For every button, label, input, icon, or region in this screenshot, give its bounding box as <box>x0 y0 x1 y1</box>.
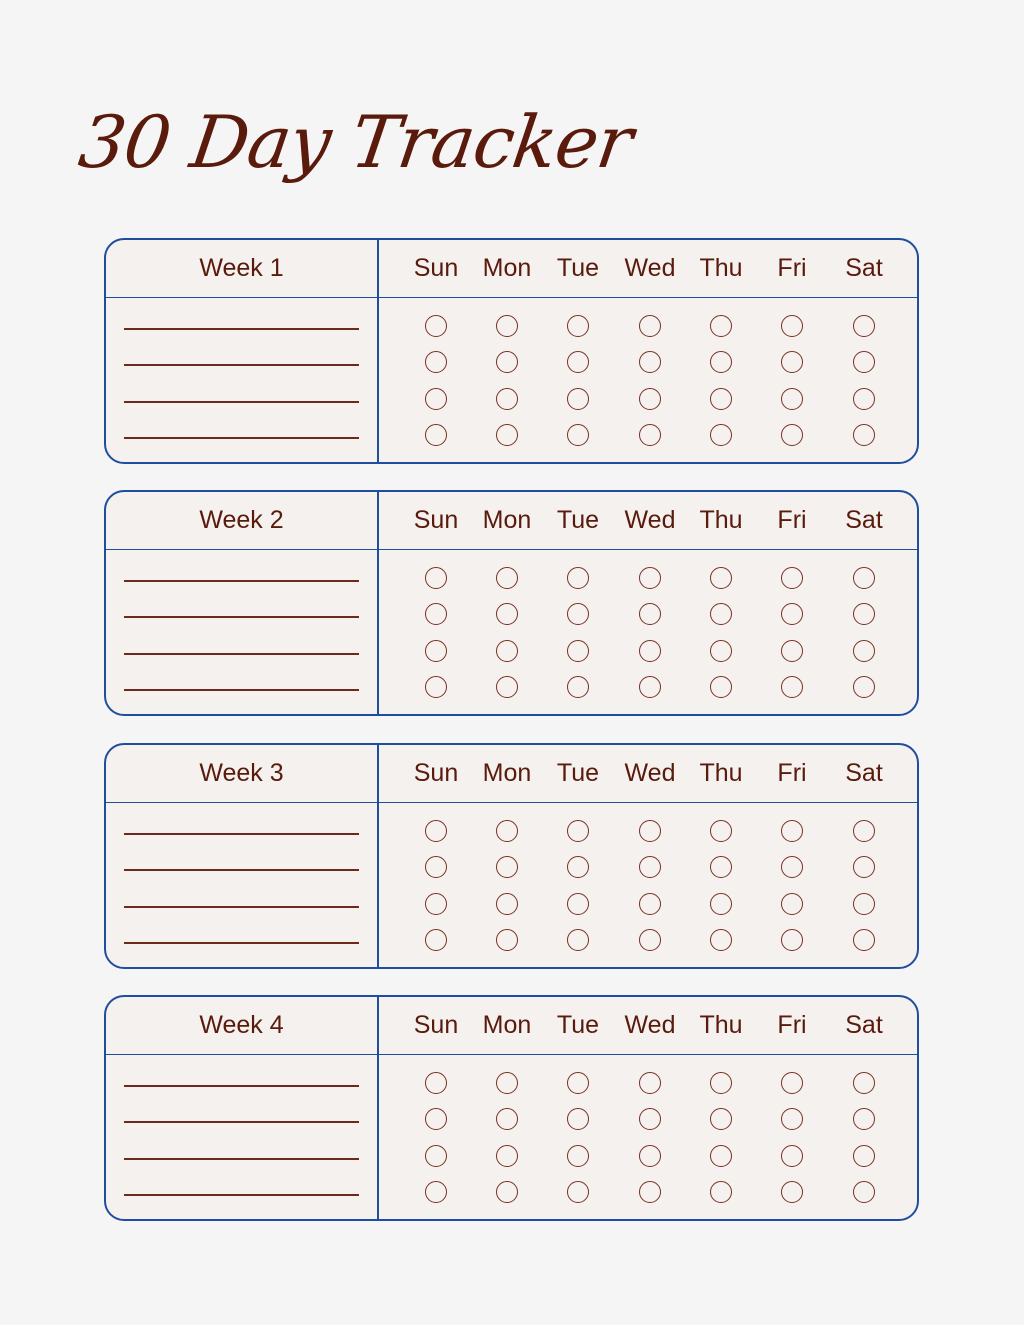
check-circle-fri[interactable] <box>781 893 803 915</box>
check-circle-thu[interactable] <box>710 1072 732 1094</box>
check-circle-tue[interactable] <box>567 856 589 878</box>
check-circle-sat[interactable] <box>853 820 875 842</box>
check-circle-tue[interactable] <box>567 820 589 842</box>
day-label-sun: Sun <box>413 506 459 534</box>
check-circle-sun[interactable] <box>425 424 447 446</box>
check-circle-mon[interactable] <box>496 424 518 446</box>
check-circle-thu[interactable] <box>710 820 732 842</box>
check-circle-wed[interactable] <box>639 820 661 842</box>
day-label-tue: Tue <box>556 506 600 534</box>
check-circle-wed[interactable] <box>639 567 661 589</box>
check-circle-wed[interactable] <box>639 893 661 915</box>
check-circle-wed[interactable] <box>639 1145 661 1167</box>
check-circle-sun[interactable] <box>425 1072 447 1094</box>
check-circle-fri[interactable] <box>781 388 803 410</box>
check-circle-wed[interactable] <box>639 603 661 625</box>
day-label-sat: Sat <box>845 759 883 787</box>
check-circle-wed[interactable] <box>639 1072 661 1094</box>
check-circle-sun[interactable] <box>425 315 447 337</box>
check-circle-thu[interactable] <box>710 351 732 373</box>
check-circle-wed[interactable] <box>639 1108 661 1130</box>
day-label-tue: Tue <box>556 759 600 787</box>
week-label: Week 3 <box>199 759 284 787</box>
check-circle-fri[interactable] <box>781 640 803 662</box>
check-circle-sun[interactable] <box>425 820 447 842</box>
check-circle-fri[interactable] <box>781 603 803 625</box>
check-circle-tue[interactable] <box>567 1108 589 1130</box>
week-card-1 <box>104 238 919 464</box>
day-label-mon: Mon <box>482 254 532 282</box>
week-label: Week 4 <box>199 1011 284 1039</box>
check-circle-thu[interactable] <box>710 893 732 915</box>
week-card-4 <box>104 995 919 1221</box>
check-circle-tue[interactable] <box>567 929 589 951</box>
check-circle-thu[interactable] <box>710 388 732 410</box>
check-circle-wed[interactable] <box>639 640 661 662</box>
check-circle-mon[interactable] <box>496 676 518 698</box>
check-circle-wed[interactable] <box>639 315 661 337</box>
check-circle-mon[interactable] <box>496 1145 518 1167</box>
check-circle-sat[interactable] <box>853 929 875 951</box>
check-circle-mon[interactable] <box>496 315 518 337</box>
check-circle-sun[interactable] <box>425 856 447 878</box>
check-circle-thu[interactable] <box>710 315 732 337</box>
habit-write-line[interactable] <box>124 437 359 439</box>
habit-write-line[interactable] <box>124 942 359 944</box>
habit-write-line[interactable] <box>124 616 359 618</box>
check-circle-tue[interactable] <box>567 603 589 625</box>
day-label-thu: Thu <box>699 506 743 534</box>
check-circle-sat[interactable] <box>853 424 875 446</box>
check-circle-fri[interactable] <box>781 351 803 373</box>
check-circle-sat[interactable] <box>853 893 875 915</box>
check-circle-tue[interactable] <box>567 388 589 410</box>
check-circle-sun[interactable] <box>425 603 447 625</box>
check-circle-thu[interactable] <box>710 1181 732 1203</box>
day-label-mon: Mon <box>482 506 532 534</box>
habit-write-line[interactable] <box>124 833 359 835</box>
day-label-thu: Thu <box>699 254 743 282</box>
check-circle-sun[interactable] <box>425 567 447 589</box>
check-circle-sun[interactable] <box>425 893 447 915</box>
check-circle-mon[interactable] <box>496 1072 518 1094</box>
day-label-fri: Fri <box>777 1011 807 1039</box>
check-circle-tue[interactable] <box>567 1145 589 1167</box>
day-label-thu: Thu <box>699 759 743 787</box>
check-circle-wed[interactable] <box>639 351 661 373</box>
day-label-tue: Tue <box>556 1011 600 1039</box>
check-circle-sat[interactable] <box>853 567 875 589</box>
check-circle-sat[interactable] <box>853 315 875 337</box>
check-circle-fri[interactable] <box>781 1181 803 1203</box>
check-circle-fri[interactable] <box>781 1108 803 1130</box>
habit-write-line[interactable] <box>124 401 359 403</box>
day-label-sat: Sat <box>845 506 883 534</box>
check-circle-tue[interactable] <box>567 351 589 373</box>
check-circle-thu[interactable] <box>710 640 732 662</box>
check-circle-sun[interactable] <box>425 1145 447 1167</box>
check-circle-fri[interactable] <box>781 856 803 878</box>
check-circle-thu[interactable] <box>710 856 732 878</box>
check-circle-sun[interactable] <box>425 929 447 951</box>
check-circle-sat[interactable] <box>853 1145 875 1167</box>
check-circle-fri[interactable] <box>781 820 803 842</box>
column-divider <box>377 240 379 462</box>
day-label-sun: Sun <box>413 1011 459 1039</box>
check-circle-mon[interactable] <box>496 1108 518 1130</box>
check-circle-mon[interactable] <box>496 1181 518 1203</box>
habit-write-line[interactable] <box>124 328 359 330</box>
day-label-fri: Fri <box>777 506 807 534</box>
check-circle-tue[interactable] <box>567 1181 589 1203</box>
check-circle-sun[interactable] <box>425 676 447 698</box>
check-circle-mon[interactable] <box>496 640 518 662</box>
check-circle-sat[interactable] <box>853 603 875 625</box>
check-circle-tue[interactable] <box>567 676 589 698</box>
check-circle-sun[interactable] <box>425 1181 447 1203</box>
habit-write-line[interactable] <box>124 580 359 582</box>
check-circle-fri[interactable] <box>781 1145 803 1167</box>
check-circle-mon[interactable] <box>496 567 518 589</box>
habit-write-line[interactable] <box>124 364 359 366</box>
check-circle-thu[interactable] <box>710 929 732 951</box>
check-circle-sat[interactable] <box>853 388 875 410</box>
check-circle-sun[interactable] <box>425 640 447 662</box>
check-circle-mon[interactable] <box>496 388 518 410</box>
check-circle-tue[interactable] <box>567 1072 589 1094</box>
day-label-wed: Wed <box>624 1011 676 1039</box>
day-label-tue: Tue <box>556 254 600 282</box>
day-label-mon: Mon <box>482 1011 532 1039</box>
column-divider <box>377 492 379 714</box>
check-circle-wed[interactable] <box>639 388 661 410</box>
check-circle-wed[interactable] <box>639 676 661 698</box>
check-circle-sat[interactable] <box>853 640 875 662</box>
check-circle-thu[interactable] <box>710 424 732 446</box>
check-circle-thu[interactable] <box>710 676 732 698</box>
habit-write-line[interactable] <box>124 1194 359 1196</box>
check-circle-mon[interactable] <box>496 351 518 373</box>
day-label-wed: Wed <box>624 759 676 787</box>
check-circle-fri[interactable] <box>781 1072 803 1094</box>
check-circle-sat[interactable] <box>853 1108 875 1130</box>
check-circle-wed[interactable] <box>639 929 661 951</box>
check-circle-tue[interactable] <box>567 315 589 337</box>
day-label-mon: Mon <box>482 759 532 787</box>
habit-write-line[interactable] <box>124 906 359 908</box>
check-circle-tue[interactable] <box>567 893 589 915</box>
day-label-sun: Sun <box>413 759 459 787</box>
check-circle-mon[interactable] <box>496 603 518 625</box>
check-circle-fri[interactable] <box>781 424 803 446</box>
check-circle-sun[interactable] <box>425 388 447 410</box>
day-label-sat: Sat <box>845 254 883 282</box>
check-circle-sat[interactable] <box>853 676 875 698</box>
week-label: Week 1 <box>199 254 284 282</box>
check-circle-tue[interactable] <box>567 567 589 589</box>
check-circle-mon[interactable] <box>496 856 518 878</box>
check-circle-fri[interactable] <box>781 929 803 951</box>
check-circle-fri[interactable] <box>781 676 803 698</box>
column-divider <box>377 997 379 1219</box>
check-circle-sun[interactable] <box>425 351 447 373</box>
day-label-thu: Thu <box>699 1011 743 1039</box>
check-circle-mon[interactable] <box>496 893 518 915</box>
habit-write-line[interactable] <box>124 653 359 655</box>
habit-write-line[interactable] <box>124 1158 359 1160</box>
check-circle-sun[interactable] <box>425 1108 447 1130</box>
check-circle-thu[interactable] <box>710 1108 732 1130</box>
check-circle-wed[interactable] <box>639 856 661 878</box>
check-circle-thu[interactable] <box>710 603 732 625</box>
check-circle-tue[interactable] <box>567 424 589 446</box>
check-circle-wed[interactable] <box>639 1181 661 1203</box>
day-label-fri: Fri <box>777 254 807 282</box>
habit-write-line[interactable] <box>124 869 359 871</box>
day-label-wed: Wed <box>624 506 676 534</box>
check-circle-sat[interactable] <box>853 351 875 373</box>
check-circle-mon[interactable] <box>496 929 518 951</box>
check-circle-fri[interactable] <box>781 567 803 589</box>
day-label-fri: Fri <box>777 759 807 787</box>
check-circle-thu[interactable] <box>710 567 732 589</box>
check-circle-fri[interactable] <box>781 315 803 337</box>
habit-write-line[interactable] <box>124 1121 359 1123</box>
day-label-sun: Sun <box>413 254 459 282</box>
page-title: 30 Day Tracker <box>74 100 637 184</box>
day-label-sat: Sat <box>845 1011 883 1039</box>
check-circle-sat[interactable] <box>853 856 875 878</box>
day-label-wed: Wed <box>624 254 676 282</box>
check-circle-sat[interactable] <box>853 1072 875 1094</box>
check-circle-sat[interactable] <box>853 1181 875 1203</box>
habit-write-line[interactable] <box>124 689 359 691</box>
column-divider <box>377 745 379 967</box>
check-circle-thu[interactable] <box>710 1145 732 1167</box>
week-card-2 <box>104 490 919 716</box>
check-circle-wed[interactable] <box>639 424 661 446</box>
week-label: Week 2 <box>199 506 284 534</box>
check-circle-tue[interactable] <box>567 640 589 662</box>
week-card-3 <box>104 743 919 969</box>
check-circle-mon[interactable] <box>496 820 518 842</box>
habit-write-line[interactable] <box>124 1085 359 1087</box>
